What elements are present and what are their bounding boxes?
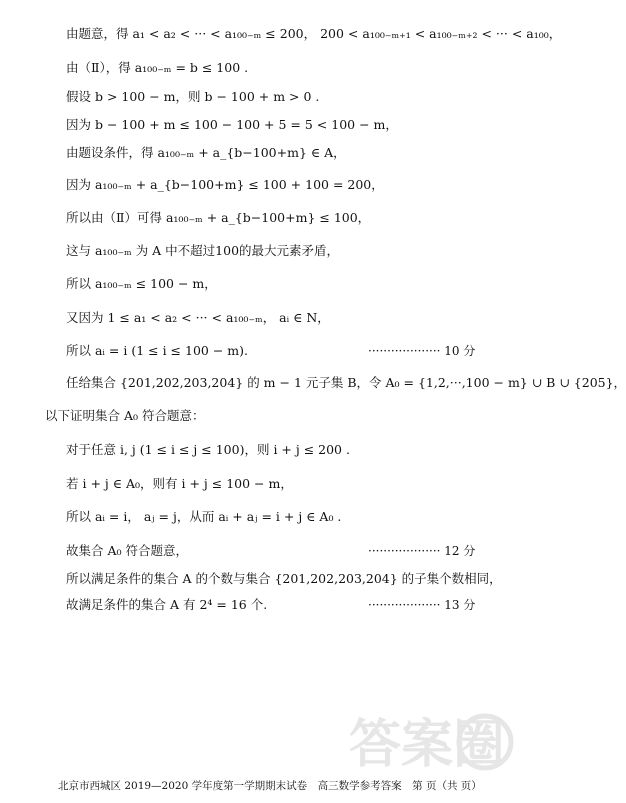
text-line: 所以 a₁₀₀₋ₘ ≤ 100 − m， bbox=[66, 276, 217, 291]
page-footer: 北京市西城区 2019—2020 学年度第一学期期末试卷 高三数学参考答案 第 页（共 页） bbox=[58, 780, 482, 792]
text-line: 所以由（Ⅱ）可得 a₁₀₀₋ₘ + a_{b−100+m} ≤ 100， bbox=[66, 210, 371, 225]
score-marker: ··················· 12 分 bbox=[368, 544, 476, 558]
text-line: 所以 aᵢ = i， aⱼ = j，从而 aᵢ + aⱼ = i + j ∈ A₀ . bbox=[66, 509, 342, 524]
text-line: 由（Ⅱ），得 a₁₀₀₋ₘ = b ≤ 100 . bbox=[66, 60, 249, 75]
svg-text:答案圈: 答案圈 bbox=[349, 715, 506, 775]
text-line: 对于任意 i, j (1 ≤ i ≤ j ≤ 100)，则 i + j ≤ 200 . bbox=[66, 442, 350, 457]
text-line: 所以 aᵢ = i (1 ≤ i ≤ 100 − m). bbox=[66, 343, 248, 358]
text-line: 由题意，得 a₁ < a₂ < ··· < a₁₀₀₋ₘ ≤ 200， 200 < a₁₀₀₋ₘ₊₁ < a₁₀₀₋ₘ₊₂ < ··· < a₁₀₀， bbox=[66, 26, 562, 41]
text-line: 又因为 1 ≤ a₁ < a₂ < ··· < a₁₀₀₋ₘ， aᵢ ∈ N， bbox=[66, 310, 330, 325]
text-line: 因为 a₁₀₀₋ₘ + a_{b−100+m} ≤ 100 + 100 = 200， bbox=[66, 177, 384, 192]
score-marker: ··················· 10 分 bbox=[368, 344, 476, 358]
text-line: 若 i + j ∈ A₀，则有 i + j ≤ 100 − m， bbox=[66, 476, 293, 491]
text-line: 故满足条件的集合 A 有 2⁴ = 16 个. bbox=[66, 597, 268, 612]
text-line: 故集合 A₀ 符合题意， bbox=[66, 543, 188, 558]
text-line: 所以满足条件的集合 A 的个数与集合 {201,202,203,204} 的子集个数相同， bbox=[66, 571, 502, 586]
text-line: 以下证明集合 A₀ 符合题意： bbox=[45, 408, 205, 423]
text-line: 任给集合 {201,202,203,204} 的 m − 1 元子集 B，令 A₀ = {1,2,···,100 − m} ∪ B ∪ {205}， bbox=[66, 375, 626, 390]
text-line: 因为 b − 100 + m ≤ 100 − 100 + 5 = 5 < 100 − m， bbox=[66, 117, 398, 132]
text-line: 假设 b > 100 − m，则 b − 100 + m > 0 . bbox=[66, 89, 320, 104]
text-line: 这与 a₁₀₀₋ₘ 为 A 中不超过100的最大元素矛盾， bbox=[66, 243, 340, 258]
text-line: 由题设条件，得 a₁₀₀₋ₘ + a_{b−100+m} ∈ A， bbox=[66, 145, 346, 160]
score-marker: ··················· 13 分 bbox=[368, 598, 476, 612]
